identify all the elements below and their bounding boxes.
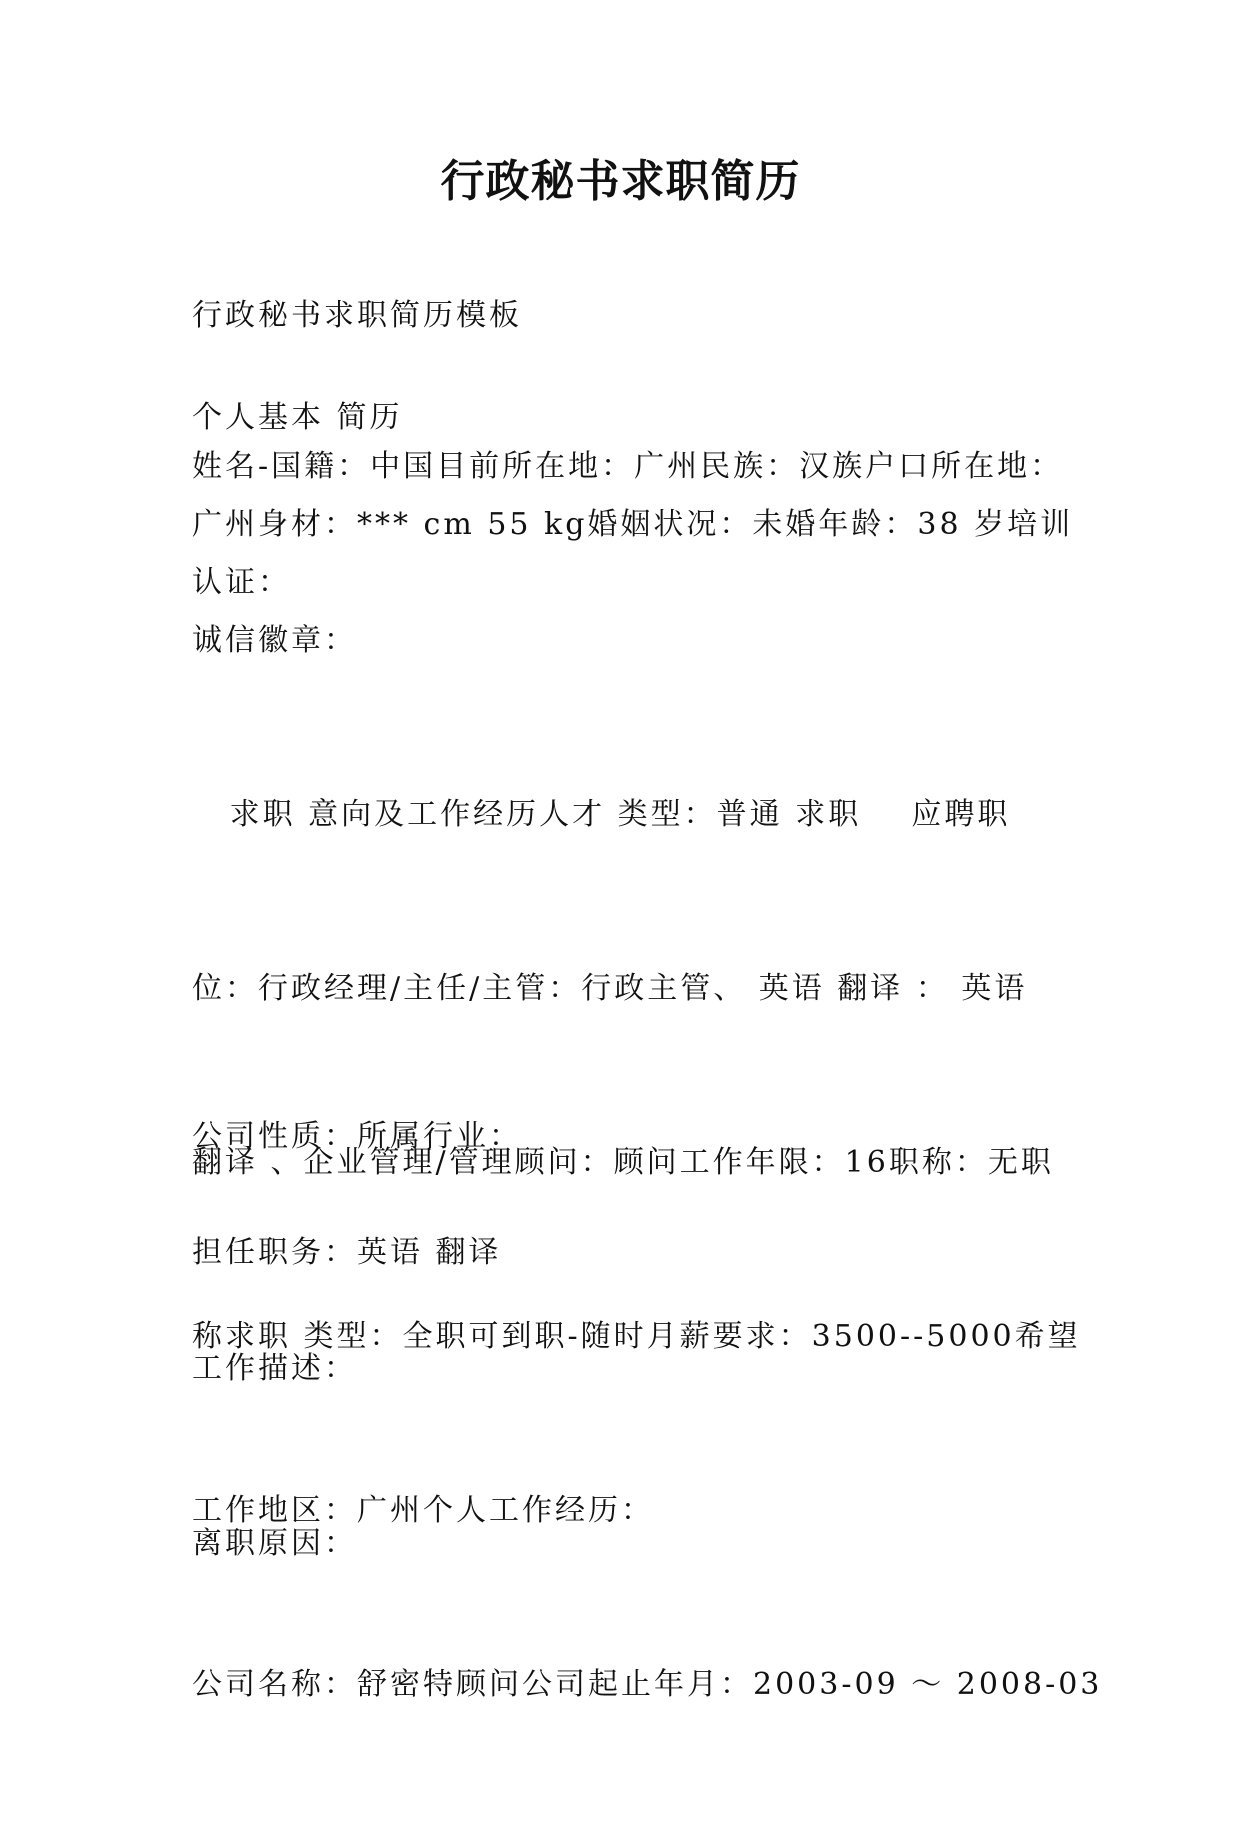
basic-info-line: 诚信徽章： (192, 623, 357, 658)
intent-line: 位：行政经理/主任/主管：行政主管、 英语 翻译 ： 英语 (192, 971, 1028, 1006)
job-description: 工作描述： (192, 1351, 357, 1386)
intent-line: 公司名称：舒密特顾问公司起止年月：2003-09 ～ 2008-03 (192, 1667, 1103, 1702)
intent-line: 工作地区：广州个人工作经历： (192, 1493, 654, 1528)
document-subtitle: 行政秘书求职简历模板 (192, 298, 522, 333)
basic-info-block (192, 438, 1074, 670)
document-title: 行政秘书求职简历 (440, 156, 801, 207)
intent-line: 翻译 、企业管理/管理顾问：顾问工作年限：16职称：无职 (192, 1145, 1054, 1180)
company-nature: 公司性质：所属行业： (192, 1119, 522, 1154)
position-held: 担任职务：英语 翻译 (192, 1235, 502, 1270)
basic-info-line: 认证： (192, 565, 291, 600)
section-heading: 个人基本 简历 (192, 400, 403, 435)
basic-info-line: 广州身材：*** cm 55 kg婚姻状况：未婚年龄：38 岁培训 (192, 507, 1074, 542)
leaving-reason: 离职原因： (192, 1526, 357, 1561)
basic-info-line: 姓名-国籍：中国目前所在地：广州民族：汉族户口所在地： (192, 449, 1064, 484)
intent-line: 称求职 类型：全职可到职-随时月薪要求：3500--5000希望 (192, 1319, 1081, 1354)
intent-line: 求职 意向及工作经历人才 类型：普通 求职 应聘职 (192, 797, 1011, 832)
